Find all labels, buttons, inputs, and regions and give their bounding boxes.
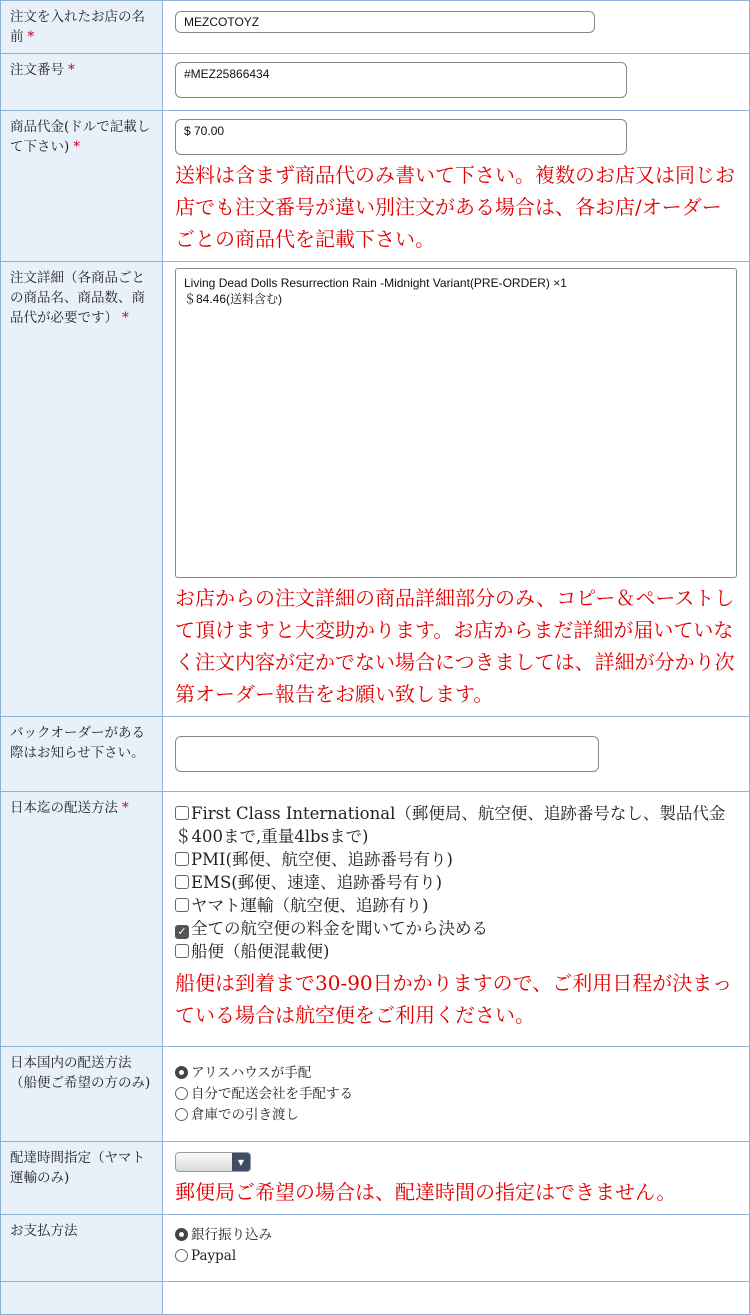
delivery-time-cell — [163, 1142, 750, 1215]
delivery-time-select[interactable] — [175, 1152, 251, 1172]
order-number-input[interactable]: #MEZ25866434 — [175, 62, 627, 98]
form-row-payment — [1, 1215, 750, 1282]
radio-icon[interactable] — [175, 1087, 188, 1100]
dropdown-arrow-icon[interactable]: ▼ — [232, 1153, 250, 1171]
shipping-option-first-class[interactable] — [175, 802, 739, 848]
required-mark: * — [122, 800, 129, 816]
order-number-label — [1, 54, 163, 111]
shipping-option-yamato[interactable] — [175, 894, 739, 917]
checkbox-icon[interactable] — [175, 898, 189, 912]
next-row-label — [1, 1282, 163, 1315]
required-mark: * — [68, 62, 75, 78]
shipping-option-ems[interactable] — [175, 871, 739, 894]
domestic-option-self-arrange[interactable] — [175, 1084, 739, 1105]
required-mark: * — [122, 310, 129, 326]
radio-selected-icon[interactable] — [175, 1066, 188, 1079]
shop-name-label — [1, 1, 163, 54]
shipping-option-label: First Class International（郵便局、航空便、追跡番号なし、製品代金＄400まで,重量4lbsまで) — [175, 804, 726, 846]
form-row-shipping-method — [1, 792, 750, 1047]
radio-icon[interactable] — [175, 1108, 188, 1121]
order-details-cell — [163, 262, 750, 717]
shipping-option-label: 全ての航空便の料金を聞いてから決める — [191, 919, 488, 938]
delivery-time-label-text: 配達時間指定（ヤマト運輸のみ) — [10, 1150, 145, 1186]
payment-option-label: 銀行振り込み — [191, 1227, 272, 1243]
shipping-method-label-text: 日本迄の配送方法 — [10, 800, 118, 816]
order-details-label-text: 注文詳細（各商品ごとの商品名、商品数、商品代が必要です） — [10, 270, 145, 326]
shipping-option-ask-all-air[interactable] — [175, 917, 739, 940]
payment-cell — [163, 1215, 750, 1282]
order-number-cell — [163, 54, 750, 111]
shipping-option-sea-mail[interactable] — [175, 940, 739, 963]
order-details-note: お店からの注文詳細の商品詳細部分のみ、コピー＆ペーストして頂けますと大変助かります。お店からまだ詳細が届いていなく注文内容が定かでない場合につきましては、詳細が分かり次第オーダー報告をお願い致します。 — [175, 586, 735, 706]
delivery-time-label — [1, 1142, 163, 1215]
shipping-method-note: 船便は到着まで30-90日かかりますので、ご利用日程が決まっている場合は航空便をご利用ください。 — [175, 971, 733, 1027]
backorder-cell — [163, 717, 750, 792]
form-row-order-details — [1, 262, 750, 717]
payment-label — [1, 1215, 163, 1282]
order-details-line-1: Living Dead Dolls Resurrection Rain -Midnight Variant(PRE-ORDER) ×1 — [184, 276, 567, 290]
radio-selected-icon[interactable] — [175, 1228, 188, 1241]
radio-icon[interactable] — [175, 1249, 188, 1262]
order-details-line-2: ＄84.46(送料含む) — [184, 292, 283, 306]
domestic-shipping-label — [1, 1047, 163, 1142]
shipping-option-label: PMI(郵便、航空便、追跡番号有り) — [191, 850, 453, 869]
item-price-label — [1, 111, 163, 262]
shipping-option-label: 船便（船便混載便) — [191, 942, 330, 961]
checkbox-checked-icon[interactable]: ✓ — [175, 925, 189, 939]
form-row-shop-name — [1, 1, 750, 54]
shipping-option-label: ヤマト運輸（航空便、追跡有り) — [191, 896, 429, 915]
shipping-method-cell — [163, 792, 750, 1047]
shop-name-cell — [163, 1, 750, 54]
form-row-order-number — [1, 54, 750, 111]
item-price-label-text: 商品代金(ドルで記載して下さい) — [10, 119, 151, 155]
next-row-cell — [163, 1282, 750, 1315]
payment-option-bank-transfer[interactable] — [175, 1225, 739, 1246]
shipping-option-pmi[interactable] — [175, 848, 739, 871]
backorder-label-text: バックオーダーがある際はお知らせ下さい。 — [10, 725, 145, 761]
domestic-option-label: 倉庫での引き渡し — [191, 1107, 299, 1123]
order-details-textarea[interactable] — [175, 268, 737, 578]
delivery-time-note: 郵便局ご希望の場合は、配達時間の指定はできません。 — [175, 1180, 677, 1204]
checkbox-icon[interactable] — [175, 852, 189, 866]
form-row-item-price — [1, 111, 750, 262]
backorder-label — [1, 717, 163, 792]
checkbox-icon[interactable] — [175, 806, 189, 820]
form-row-backorder — [1, 717, 750, 792]
payment-option-label: Paypal — [191, 1248, 237, 1264]
required-mark: * — [27, 29, 35, 45]
order-details-label — [1, 262, 163, 717]
form-row-domestic-shipping — [1, 1047, 750, 1142]
domestic-option-label: 自分で配送会社を手配する — [191, 1086, 353, 1102]
order-number-label-text: 注文番号 — [10, 62, 64, 78]
payment-option-paypal[interactable] — [175, 1246, 739, 1267]
shipping-method-label — [1, 792, 163, 1047]
item-price-cell — [163, 111, 750, 262]
shop-name-label-text: 注文を入れたお店の名前 — [10, 9, 145, 45]
backorder-input[interactable] — [175, 736, 599, 772]
item-price-note: 送料は含まず商品代のみ書いて下さい。複数のお店又は同じお店でも注文番号が違い別注文がある場合は、各お店/オーダーごとの商品代を記載下さい。 — [175, 163, 735, 251]
required-mark: * — [73, 139, 81, 155]
shop-name-input[interactable]: MEZCOTOYZ — [175, 11, 595, 33]
domestic-shipping-cell — [163, 1047, 750, 1142]
form-row-delivery-time — [1, 1142, 750, 1215]
payment-label-text: お支払方法 — [10, 1223, 78, 1239]
domestic-option-alicehouse[interactable] — [175, 1063, 739, 1084]
domestic-shipping-label-text: 日本国内の配送方法（船便ご希望の方のみ) — [10, 1055, 151, 1091]
form-row-next-partial — [1, 1282, 750, 1315]
item-price-input[interactable]: $ 70.00 — [175, 119, 627, 155]
domestic-option-label: アリスハウスが手配 — [191, 1065, 312, 1081]
checkbox-icon[interactable] — [175, 944, 189, 958]
checkbox-icon[interactable] — [175, 875, 189, 889]
domestic-option-warehouse-pickup[interactable] — [175, 1105, 739, 1126]
shipping-option-label: EMS(郵便、速達、追跡番号有り) — [191, 873, 443, 892]
